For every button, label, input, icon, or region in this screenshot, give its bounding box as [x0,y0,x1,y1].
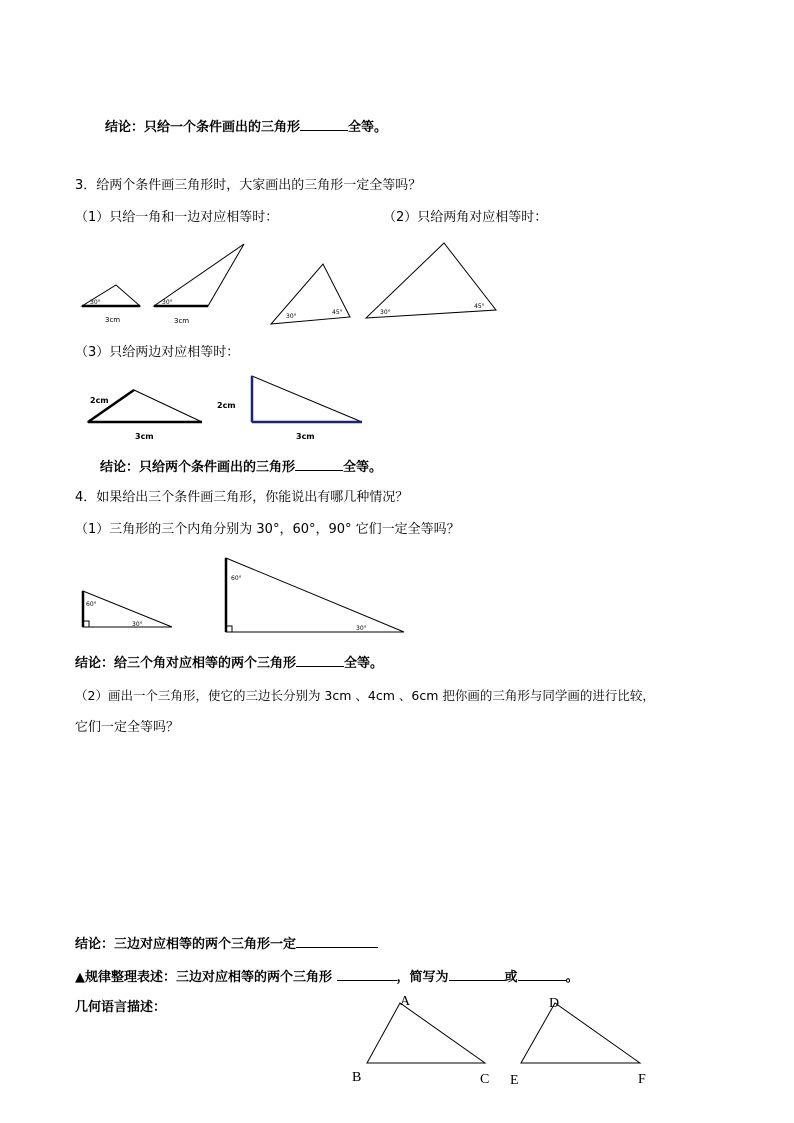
vertex-b: B [352,1070,362,1085]
sides-triangle-2-label-2cm: 2cm [217,401,236,410]
answer-blank[interactable] [295,458,343,471]
case-one-angle-one-side: （1）只给一角和一边对应相等时： [75,210,279,225]
rule-blank-1[interactable] [337,968,397,981]
small-aa-angle-30: 30° [286,313,297,320]
sides-triangle-1 [88,390,202,422]
conclusion-prefix: 结论：只给一个条件画出的三角形 [105,120,301,135]
large-aa-angle-30: 30° [380,309,391,316]
conclusion-two-conditions [100,458,382,476]
figure-two-angles-triangles [268,240,508,335]
rule-mid-1: ，简写为 [396,970,449,985]
sides-triangle-1-label-3cm: 3cm [135,432,154,441]
vertex-f: F [638,1072,646,1087]
conclusion-suffix: 全等。 [344,656,384,671]
case-three-sides-line1: （2）画出一个三角形，使它的三边长分别为 3cm 、4cm 、6cm 把你画的三角形与同学画的进行比较， [75,688,655,703]
case-three-sides-line2: 它们一定全等吗？ [75,720,180,735]
question-4: 4．如果给出三个条件画三角形，你能说出有哪几种情况？ [75,490,409,505]
conclusion-three-sides [75,935,378,953]
figure-two-sides-triangles [86,372,376,447]
vertex-d: D [549,996,560,1011]
question-3: 3．给两个条件画三角形时，大家画出的三角形一定全等吗？ [75,178,422,193]
rule-prefix: ▲规律整理表述：三边对应相等的两个三角形 [75,970,332,985]
rule-end: 。 [565,970,579,985]
conclusion-prefix: 结论：只给两个条件画出的三角形 [100,460,296,475]
small-side-label: 3cm [105,316,121,324]
large-right-triangle [226,558,404,632]
small-aa-angle-45: 45° [332,309,343,316]
large-aa-angle-45: 45° [474,303,485,310]
vertex-a: A [400,994,411,1009]
tall-side-label: 3cm [174,317,190,325]
sides-triangle-1-left [88,390,134,422]
case-two-angles: （2）只给两角对应相等时： [383,210,548,225]
answer-blank[interactable] [296,654,344,667]
small-angle-label: 30° [90,299,101,306]
conclusion-suffix: 全等。 [348,120,388,135]
conclusion-three-angles [75,654,383,672]
case-three-angles: （1）三角形的三个内角分别为 30°，60°，90° 它们一定全等吗？ [75,522,460,537]
rule-mid-2: 或 [504,970,518,985]
tall-angle-label: 30° [162,299,173,306]
conclusion-one-condition [105,118,387,136]
answer-blank[interactable] [296,935,378,948]
figure-right-triangles [76,556,416,636]
triangle-abc [367,1003,485,1063]
conclusion-prefix: 结论：给三个角对应相等的两个三角形 [75,656,297,671]
triangle-def [521,1003,640,1063]
small-right-triangle [83,591,172,627]
answer-blank[interactable] [300,118,348,131]
small-right-angle-30: 30° [132,621,143,628]
tall-triangle [154,244,244,306]
sides-triangle-1-label-2cm: 2cm [90,396,109,405]
large-right-angle-60: 60° [231,575,242,582]
figure-abc-def-triangles [350,990,670,1090]
rule-blank-2[interactable] [449,968,505,981]
conclusion-text: 结论：三边对应相等的两个三角形一定 [75,937,297,952]
sides-triangle-2 [252,376,362,422]
vertex-c: C [480,1072,490,1087]
vertex-e: E [510,1073,519,1088]
case-two-sides: （3）只给两边对应相等时： [75,345,240,360]
rule-summary [75,968,579,986]
conclusion-suffix: 全等。 [343,460,383,475]
geometry-language-label: 几何语言描述： [75,1000,167,1015]
small-right-angle-60: 60° [86,601,97,608]
rule-blank-3[interactable] [518,968,566,981]
figure-angle-side-triangles [76,238,256,338]
large-right-angle-30: 30° [356,625,367,632]
sides-triangle-2-label-3cm: 3cm [296,432,315,441]
